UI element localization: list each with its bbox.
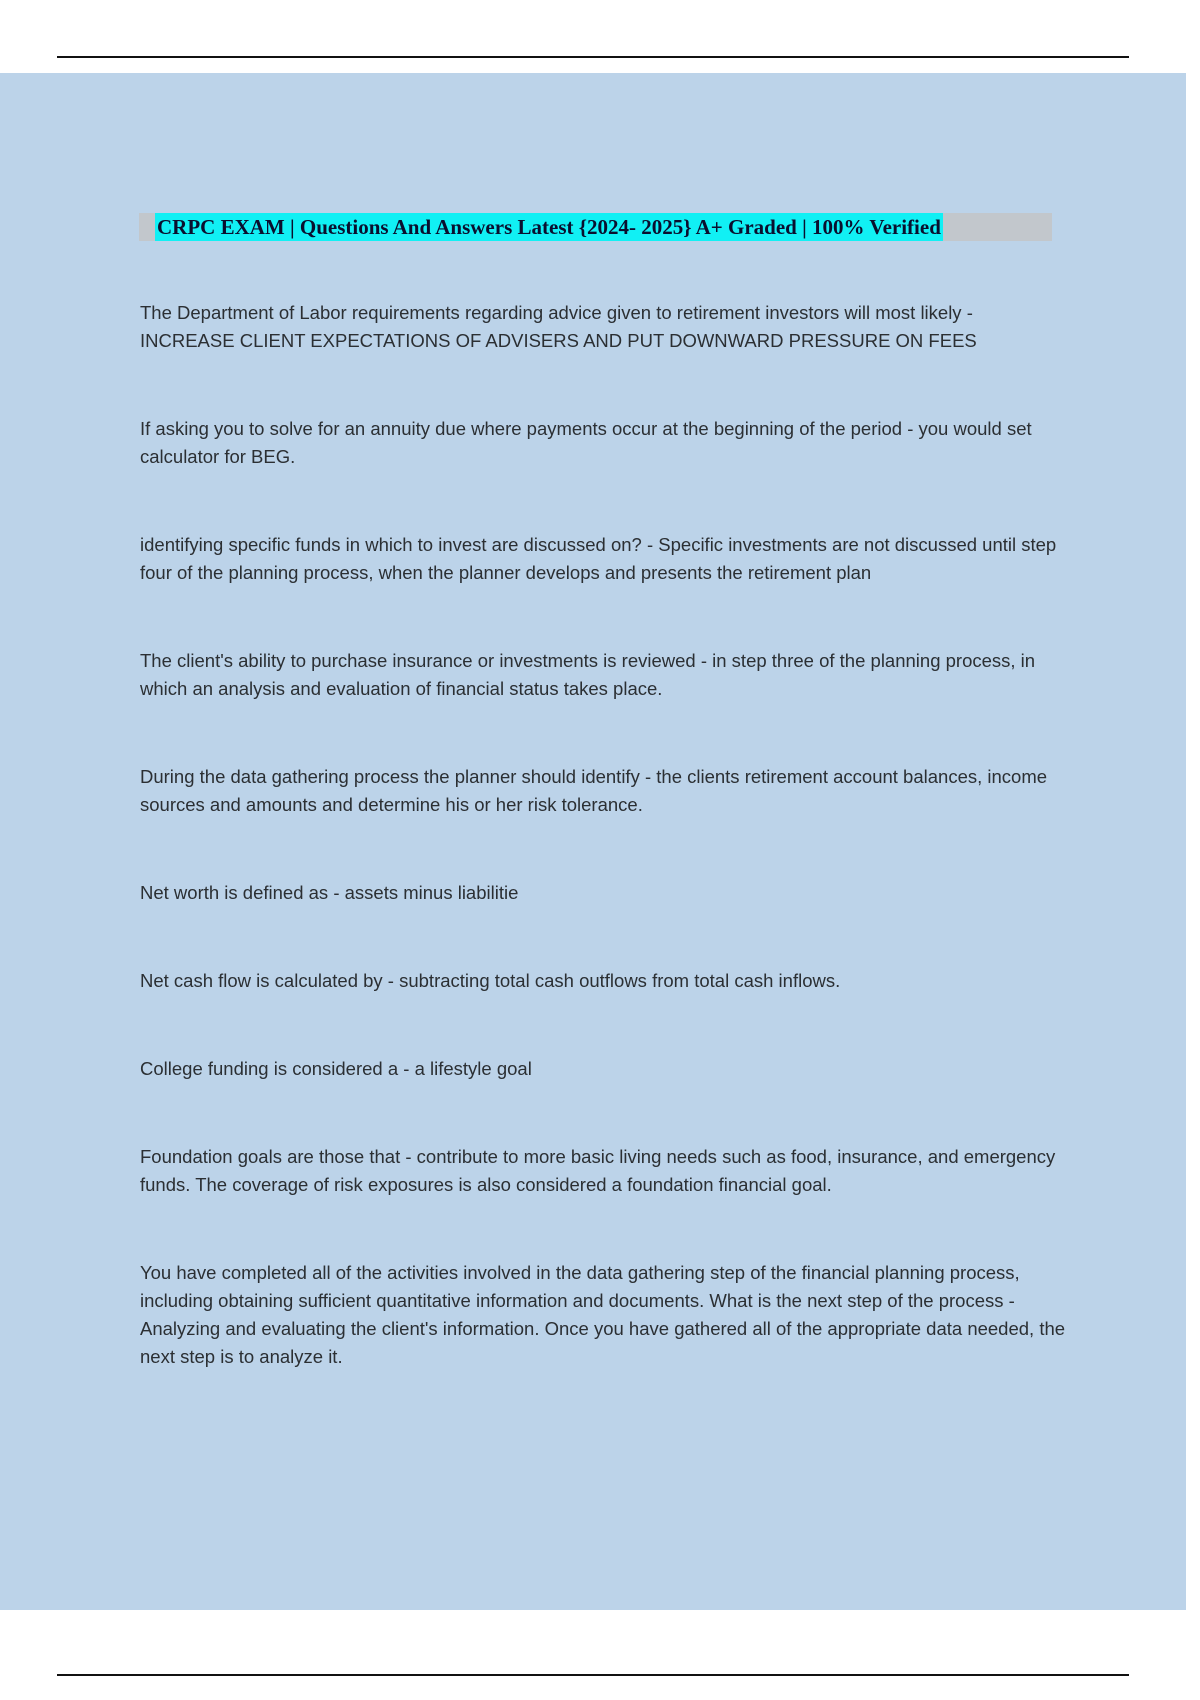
qa-item: Foundation goals are those that - contribute to more basic living needs such as food, insurance, and emergency funds. The coverage of risk exposures is also considered a foundation financial goal. xyxy=(140,1146,1056,1195)
qa-item: The Department of Labor requirements regarding advice given to retirement investors will most likely - INCREASE CLIENT EXPECTATIONS OF ADVISERS AND PUT DOWNWARD PRESSURE ON FEES xyxy=(140,302,977,351)
qa-item: You have completed all of the activities involved in the data gathering step of the financial planning process, including obtaining sufficient quantitative information and documents. What is the next step of the process - Analyzing and evaluating the client's information. Once you have gathered all of the appropriate data needed, the next step is to analyze it. xyxy=(140,1262,1066,1367)
qa-item: If asking you to solve for an annuity due where payments occur at the beginning of the period - you would set calculator for BEG. xyxy=(140,418,1032,467)
top-rule xyxy=(57,56,1129,58)
qa-item: During the data gathering process the planner should identify - the clients retirement account balances, income sources and amounts and determine his or her risk tolerance. xyxy=(140,766,1048,815)
bottom-rule xyxy=(57,1674,1129,1676)
qa-item: The client's ability to purchase insurance or investments is reviewed - in step three of the planning process, in which an analysis and evaluation of financial status takes place. xyxy=(140,650,1036,699)
qa-item: identifying specific funds in which to invest are discussed on? - Specific investments are not discussed until step four of the planning process, when the planner develops and presents the retirement plan xyxy=(140,534,1057,583)
qa-item: College funding is considered a - a lifestyle goal xyxy=(140,1058,532,1079)
document-title: CRPC EXAM | Questions And Answers Latest {2024- 2025} A+ Graded | 100% Verified xyxy=(157,215,941,239)
qa-item: Net worth is defined as - assets minus liabilitie xyxy=(140,882,519,903)
qa-list xyxy=(140,299,1070,1431)
qa-item: Net cash flow is calculated by - subtracting total cash outflows from total cash inflows. xyxy=(140,970,841,991)
